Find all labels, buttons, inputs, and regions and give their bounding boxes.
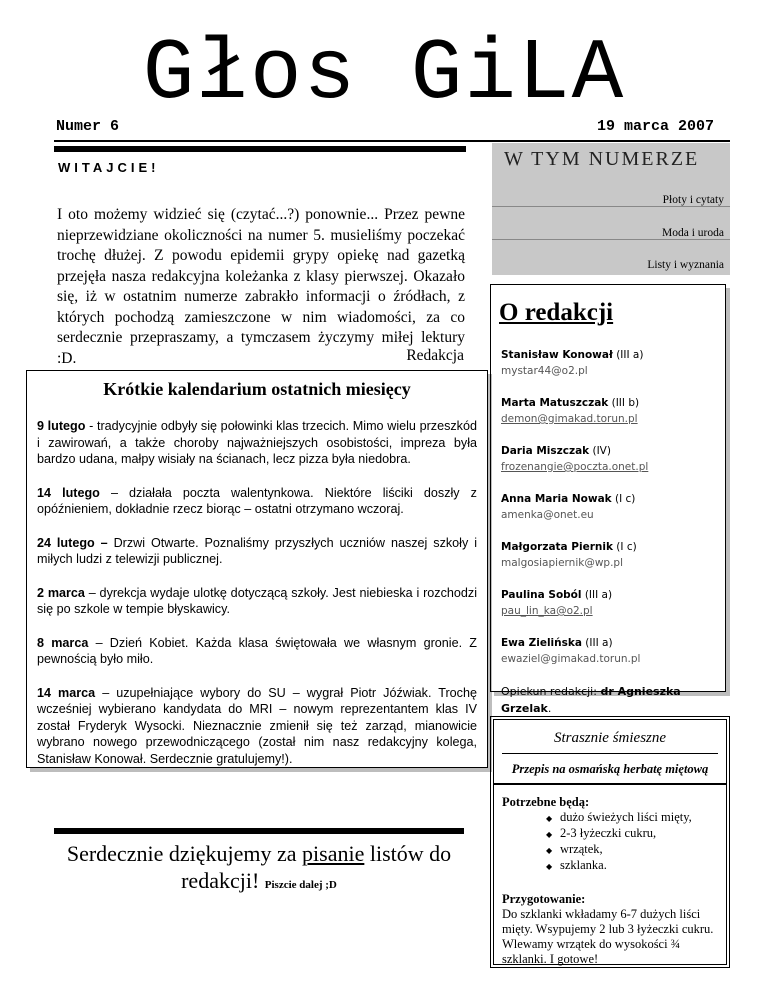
- calendar-item-text: – uzupełniające wybory do SU – wygrał Piotr Jóźwiak. Trochę wcześniej wybierano kandydata do MRI – nowym reprezentantem klas IV został Fryderyk Wysocki. Nieznacznie zmienił się też zarząd, mianowicie wybrano nowego przewodniczącego (został nim nasz redakcyjny kolega, Stanisław Konował. Serdecznie gratulujemy!).: [37, 685, 477, 766]
- recipe-section-title: Strasznie śmieszne: [553, 730, 667, 746]
- recipe-needs-label: Potrzebne będą:: [502, 795, 590, 809]
- toc-box: [492, 143, 730, 275]
- staff-box: [490, 284, 726, 715]
- advisor-line: [501, 683, 721, 717]
- thanks-text: listów do redakcji!: [181, 841, 452, 893]
- ingredient-item: [546, 842, 718, 858]
- recipe-prep-text: Do szklanki wkładamy 6-7 dużych liści mięty. Wsypujemy 2 lub 3 łyżeczki cukru. Wlewamy wrzątek do wysokości ¾ szklanki. I gotowe!: [502, 907, 714, 966]
- staff-class: (III a): [581, 589, 613, 601]
- header-rule: [54, 140, 730, 142]
- calendar-item-date: 9 lutego: [37, 419, 86, 433]
- calendar-item-date: 24 lutego –: [37, 535, 108, 550]
- calendar-item-date: 8 marca: [37, 635, 89, 650]
- ingredient-text: wrzątek,: [560, 842, 603, 856]
- staff-email[interactable]: frozenangie@poczta.onet.pl: [501, 461, 649, 473]
- advisor-end: .: [547, 702, 552, 715]
- calendar-item-date: 2 marca: [37, 585, 85, 600]
- advisor-name: dr Agnieszka Grzelak: [501, 685, 681, 715]
- staff-email[interactable]: pau_lin_ka@o2.pl: [501, 605, 593, 617]
- newsletter-title: Głos GiLA: [142, 25, 626, 123]
- ingredient-text: dużo świeżych liści mięty,: [560, 810, 692, 824]
- thanks-text: Serdecznie dziękujemy za: [66, 841, 303, 866]
- staff-email[interactable]: amenka@onet.eu: [501, 509, 594, 521]
- diamond-bullet-icon: ◆: [546, 814, 553, 823]
- calendar-item-date: 14 lutego: [37, 485, 100, 500]
- calendar-item-date: 14 marca: [37, 685, 96, 700]
- calendar-item-text: – dyrekcja wydaje ulotkę dotyczącą szkoły. Jest niebieska i rozchodzi się po szkole w tempie błyskawicy.: [37, 585, 477, 616]
- recipe-prep-label: Przygotowanie:: [502, 892, 586, 906]
- staff-member: [501, 491, 721, 523]
- staff-email[interactable]: mystar44@o2.pl: [501, 365, 588, 377]
- thanks-small: Piszcie dalej ;D: [264, 879, 337, 891]
- ingredient-text: 2-3 łyżeczki cukru,: [560, 826, 657, 840]
- ingredient-item: [546, 810, 718, 826]
- ingredient-item: [546, 858, 718, 874]
- thanks-underlined: pisanie: [302, 841, 365, 866]
- diamond-bullet-icon: ◆: [546, 862, 553, 871]
- staff-class: (III b): [608, 397, 640, 409]
- issue-number: Numer 6: [56, 118, 120, 135]
- staff-name: Stanisław Konował: [501, 349, 613, 361]
- recipe-name: Przepis na osmańską herbatę miętową: [494, 762, 726, 785]
- staff-name: Małgorzata Piernik: [501, 541, 613, 553]
- calendar-item-text: Drzwi Otwarte. Poznaliśmy przyszłych uczniów naszej szkoły i miłych ludzi z telewizji publicznej.: [37, 535, 478, 566]
- thanks-rule: [54, 828, 464, 834]
- recipe-rule: [502, 753, 718, 754]
- toc-item[interactable]: Płoty i cytaty: [492, 194, 730, 207]
- calendar-item: [37, 585, 477, 618]
- staff-class: (I c): [612, 541, 637, 553]
- calendar-title: Krótkie kalendarium ostatnich miesięcy: [103, 379, 411, 399]
- toc-title: W TYM NUMERZE: [504, 148, 700, 170]
- ingredient-item: [546, 826, 718, 842]
- calendar-item-text: - tradycyjnie odbyły się połowinki klas trzecich. Mimo wielu przeszkód i zawirowań, a także choroby najważniejszych osobistości, impreza była bardzo udana, małpy wisiały na ścianach, lecz pizza była niedobra.: [37, 419, 477, 466]
- toc-item[interactable]: Moda i uroda: [492, 227, 730, 240]
- staff-title: O redakcji: [499, 299, 614, 326]
- welcome-body: I oto możemy widzieć się (czytać...?) ponownie... Przez pewne nieprzewidziane okoliczności na numer 5. musieliśmy poczekać trochę dłużej. Z powodu epidemii grypy opiekę nad gazetką przejęła nasza redakcyjna koleżanka z klasy pierwszej. Okazało się, iż w ostatnim numerze zabrakło informacji o źródłach, z których pochodzą zamieszczone w nim wiadomości, za co serdecznie przepraszamy, a tymczasem życzymy miłej lektury :D.: [57, 206, 465, 367]
- staff-name: Anna Maria Nowak: [501, 493, 612, 505]
- staff-member: [501, 539, 721, 571]
- welcome-rule: [54, 146, 466, 152]
- staff-list: [501, 347, 721, 717]
- staff-member: [501, 347, 721, 379]
- staff-name: Marta Matuszczak: [501, 397, 609, 409]
- toc-item[interactable]: Listy i wyznania: [647, 259, 724, 271]
- calendar-item: [37, 685, 477, 768]
- staff-class: (III a): [612, 349, 644, 361]
- ingredient-text: szklanka.: [560, 858, 607, 872]
- diamond-bullet-icon: ◆: [546, 846, 553, 855]
- staff-member: [501, 587, 721, 619]
- staff-name: Daria Miszczak: [501, 445, 590, 457]
- calendar-item: [37, 418, 477, 468]
- staff-name: Paulina Soból: [501, 589, 582, 601]
- calendar-item-text: – Dzień Kobiet. Każda klasa świętowała we własnym gronie. Z pewnością było miło.: [37, 635, 477, 666]
- calendar-item: [37, 535, 477, 568]
- staff-email[interactable]: malgosiapiernik@wp.pl: [501, 557, 623, 569]
- recipe-box: [490, 716, 730, 968]
- staff-email[interactable]: ewaziel@gimakad.torun.pl: [501, 653, 641, 665]
- staff-name: Ewa Zielińska: [501, 637, 582, 649]
- calendar-item: [37, 635, 477, 668]
- welcome-signature: Redakcja: [406, 347, 464, 364]
- calendar-item-text: – działała poczta walentynkowa. Niektóre liściki doszły z opóźnieniem, dokładnie rzecz biorąc – ostatni otrzymano wczoraj.: [37, 485, 477, 516]
- staff-member: [501, 635, 721, 667]
- issue-date: 19 marca 2007: [596, 118, 714, 135]
- diamond-bullet-icon: ◆: [546, 830, 553, 839]
- calendar-item: [37, 485, 477, 518]
- thanks-message: [36, 840, 482, 899]
- staff-class: (III a): [581, 637, 613, 649]
- staff-class: (I c): [611, 493, 636, 505]
- advisor-label: Opiekun redakcji:: [501, 685, 601, 698]
- staff-member: [501, 395, 721, 427]
- welcome-heading: WITAJCIE!: [58, 160, 160, 175]
- staff-email[interactable]: demon@gimakad.torun.pl: [501, 413, 638, 425]
- calendar-box: [26, 370, 488, 768]
- ingredient-list: [546, 810, 718, 874]
- staff-class: (IV): [589, 445, 611, 457]
- staff-member: [501, 443, 721, 475]
